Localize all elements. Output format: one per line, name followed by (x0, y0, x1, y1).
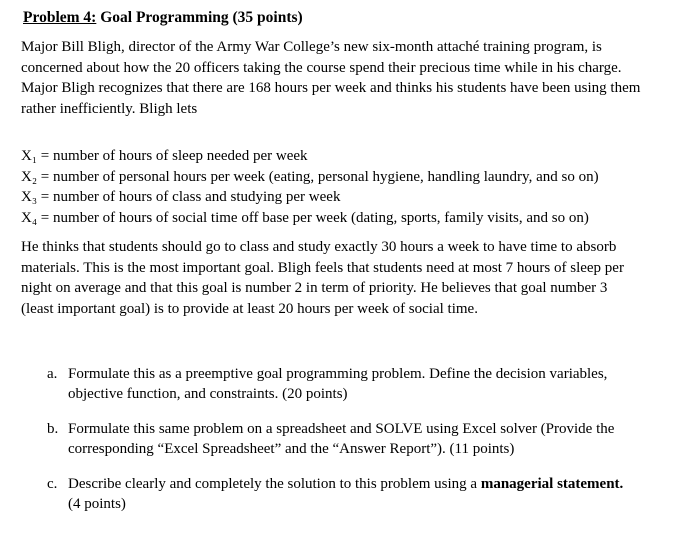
variable-x3: X₃ = number of hours of class and studying per week (21, 189, 341, 206)
problem-number: Problem 4: (23, 9, 97, 26)
goals-line: materials. This is the most important goal. Bligh feels that students need at most 7 hours of sleep per (21, 259, 624, 276)
part-a-line: Formulate this as a preemptive goal programming problem. Define the decision variables, (68, 366, 608, 382)
goals-line: He thinks that students should go to class and study exactly 30 hours a week to have time to absorb (21, 239, 617, 255)
problem-heading: Goal Programming (35 points) (96, 9, 303, 26)
intro-line: Major Bligh recognizes that there are 168 hours per week and thinks his students have been using them (21, 80, 641, 97)
part-a-line: objective function, and constraints. (20 points) (68, 385, 348, 402)
variable-x1: X₁ = number of hours of sleep needed per week (21, 148, 308, 164)
variable-x4: X₄ = number of hours of social time off base per week (dating, sports, family visits, and so on) (21, 210, 589, 227)
problem-title (23, 9, 303, 27)
part-c-line: (4 points) (68, 495, 126, 512)
part-c-marker: c. (47, 476, 58, 492)
part-c-bold-text: managerial statement. (480, 476, 624, 492)
goals-line: (least important goal) is to provide at least 20 hours per week of social time. (21, 301, 478, 318)
part-b-line: Formulate this same problem on a spreadsheet and SOLVE using Excel solver (Provide the (68, 421, 615, 437)
part-c-plain-text: Describe clearly and completely the solution to this problem using a (68, 476, 481, 492)
goals-line: night on average and that this goal is number 2 in term of priority. He believes that goal number 3 (21, 280, 608, 297)
part-a-marker: a. (47, 366, 58, 382)
part-c-text (68, 475, 623, 514)
variable-definitions (21, 146, 599, 229)
part-c-line (68, 475, 623, 495)
intro-line: Major Bill Bligh, director of the Army War College’s new six-month attaché training program, is (21, 39, 602, 55)
part-b-marker: b. (47, 421, 59, 437)
part-b-line: corresponding “Excel Spreadsheet” and the “Answer Report”). (11 points) (68, 440, 515, 457)
intro-paragraph (21, 37, 640, 120)
intro-line: rather inefficiently. Bligh lets (21, 101, 198, 118)
goals-paragraph (21, 237, 624, 320)
part-a-text (68, 365, 607, 404)
variable-x2: X₂ = number of personal hours per week (eating, personal hygiene, handling laundry, and so on) (21, 168, 599, 185)
part-b-text (68, 420, 614, 459)
intro-line: concerned about how the 20 officers taking the course spend their precious time while in his charge. (21, 59, 622, 76)
